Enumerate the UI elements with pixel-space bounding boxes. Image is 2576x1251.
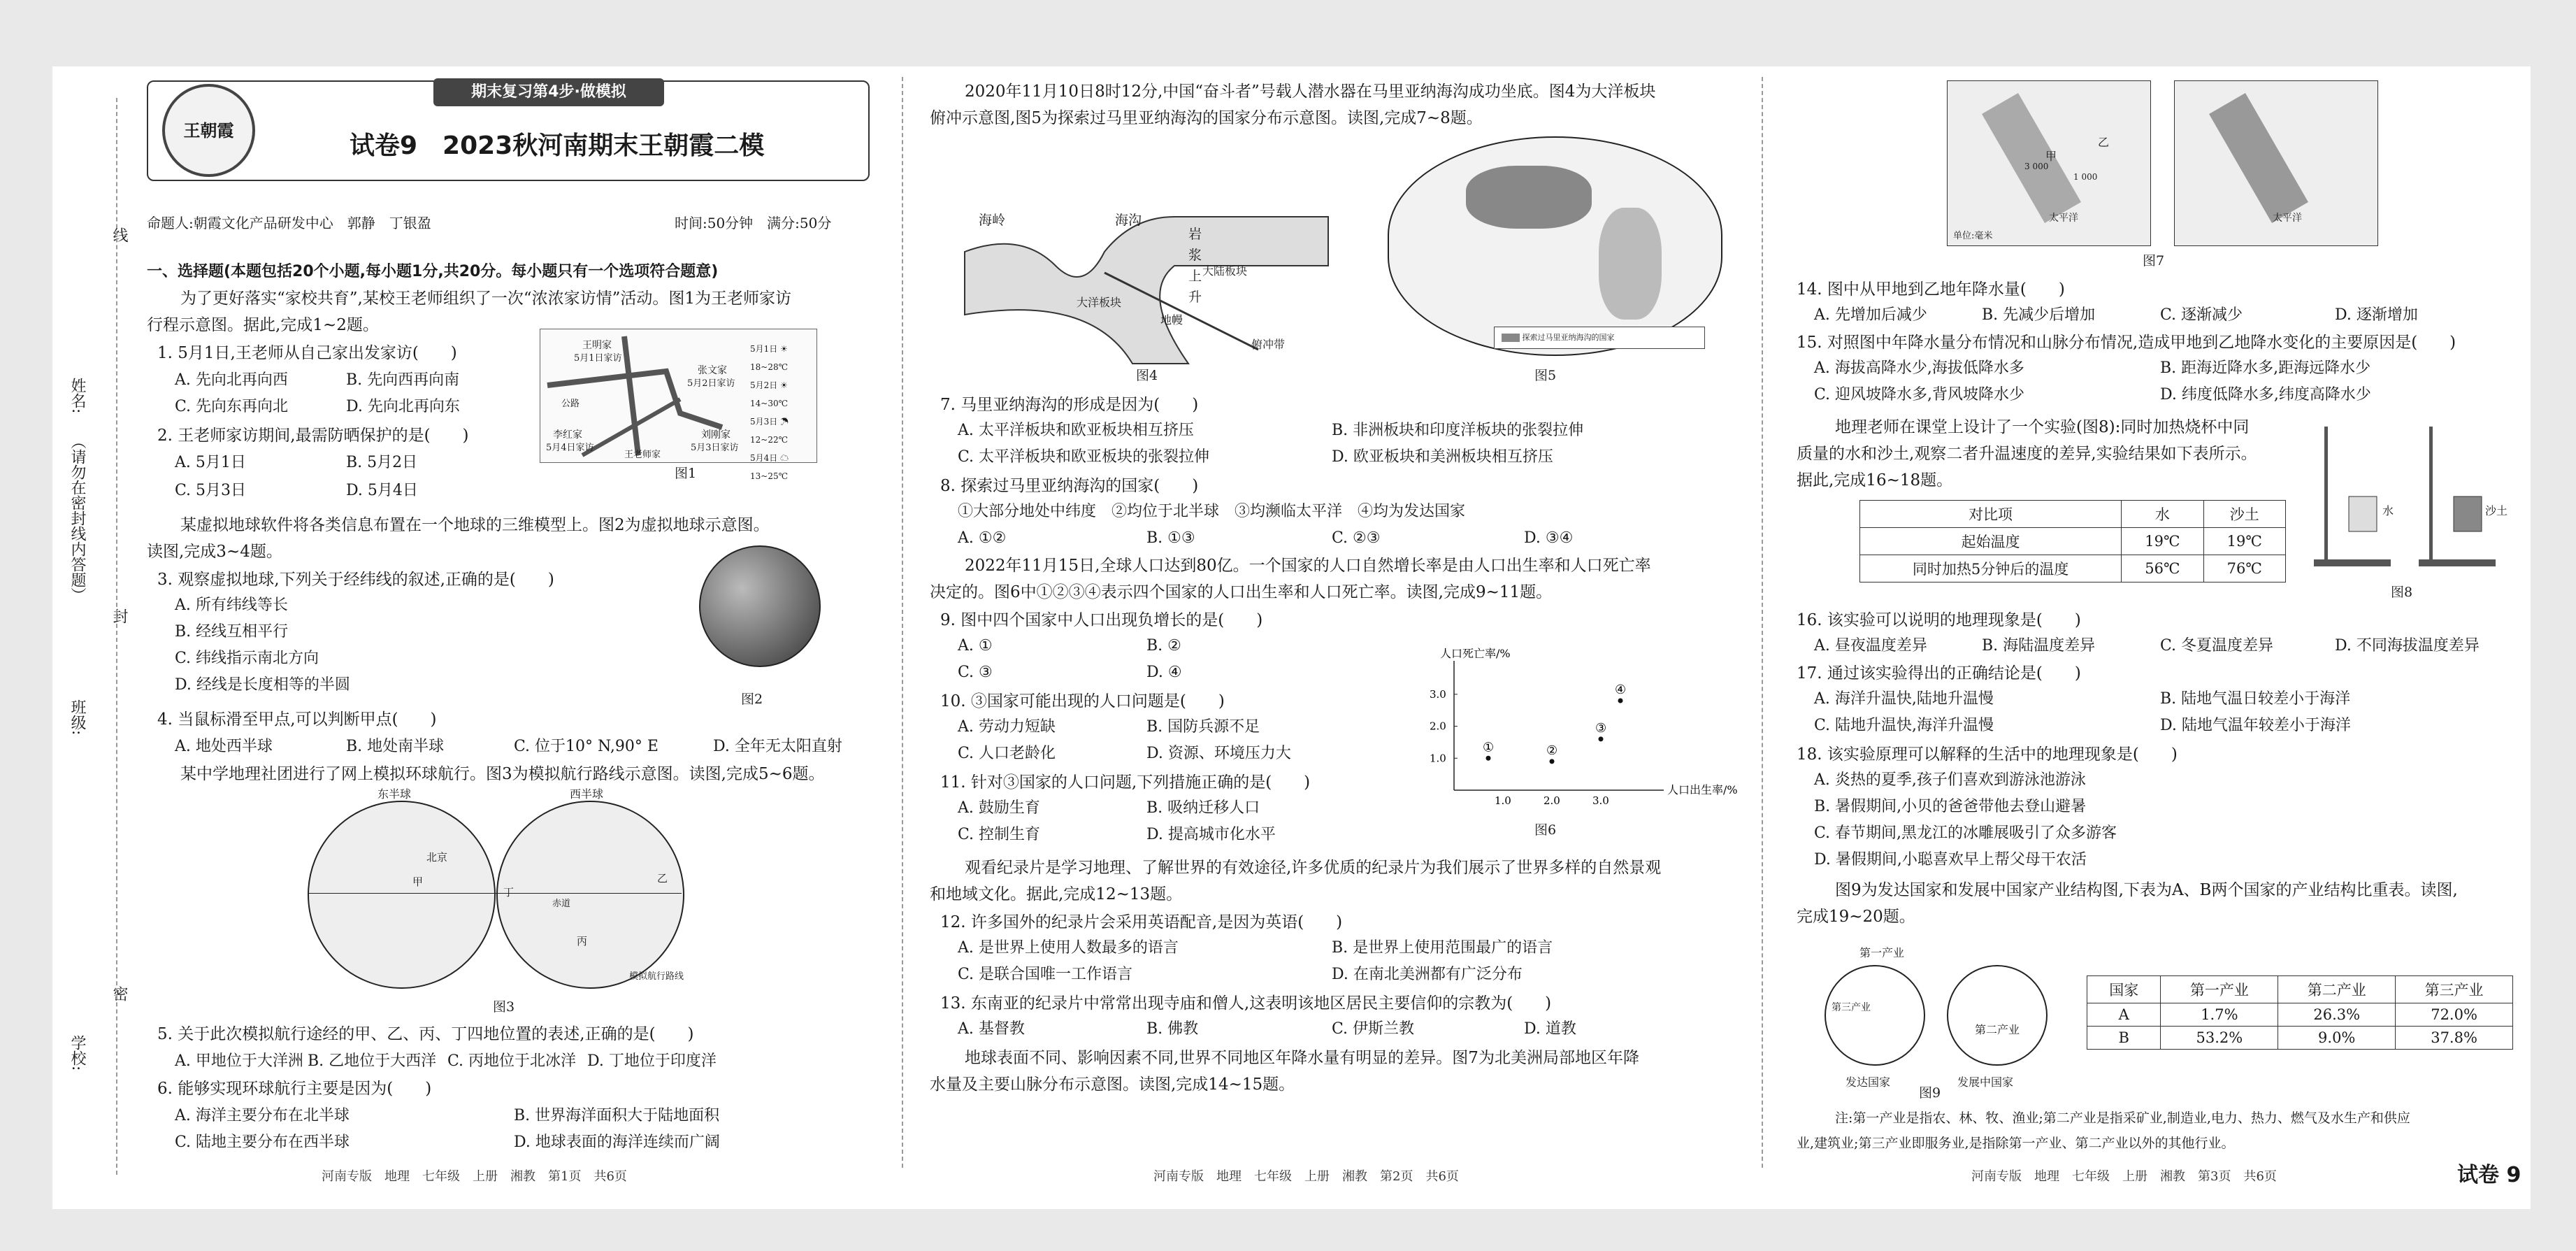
rain-icon: ☂	[780, 417, 789, 427]
table-cell: 26.3%	[2278, 1003, 2396, 1027]
q5-option-b[interactable]: B. 乙地位于大西洋	[308, 1052, 437, 1070]
fig9-label-tertiary: 第三产业	[1832, 1002, 1871, 1013]
q12-option-d[interactable]: D. 在南北美洲都有广泛分布	[1332, 966, 1523, 983]
q1-option-c[interactable]: C. 先向东再向北	[175, 398, 289, 415]
mountain-band	[1982, 93, 2081, 223]
q4-option-c[interactable]: C. 位于10° N,90° E	[514, 738, 659, 755]
fig4-magma: 浆	[1188, 248, 1202, 263]
q6-option-c[interactable]: C. 陆地主要分布在西半球	[175, 1134, 350, 1151]
figure-2-caption: 图2	[741, 692, 763, 707]
fig3-beijing: 北京	[426, 851, 448, 864]
q15-option-c[interactable]: C. 迎风坡降水多,背风坡降水少	[1814, 386, 2025, 403]
column-divider-2	[1762, 77, 1763, 1168]
q16-option-b[interactable]: B. 海陆温度差异	[1982, 637, 2096, 655]
q7-option-b[interactable]: B. 非洲板块和印度洋板块的张裂拉伸	[1332, 422, 1584, 439]
table-cell: 1.7%	[2161, 1003, 2278, 1027]
q17-option-a[interactable]: A. 海洋升温快,陆地升温慢	[1814, 690, 1994, 708]
fig7-3000: 3 000	[2024, 162, 2049, 171]
question-9: 9. 图中四个国家中人口出现负增长的是( )	[940, 611, 1263, 629]
q5-option-a[interactable]: A. 甲地位于大洋洲	[175, 1052, 303, 1070]
data-point-label: ④	[1615, 682, 1627, 697]
q3-option-a[interactable]: A. 所有纬线等长	[175, 596, 288, 614]
intro-1b: 行程示意图。据此,完成1~2题。	[147, 316, 379, 334]
question-17: 17. 通过该实验得出的正确结论是( )	[1797, 664, 2081, 682]
q15-option-a[interactable]: A. 海拔高降水少,海拔低降水多	[1814, 359, 2024, 377]
fig4-oceanic: 大洋板块	[1077, 296, 1122, 309]
table-header: 第二产业	[2278, 976, 2396, 1003]
footer-page-1: 河南专版 地理 七年级 上册 湘教 第1页 共6页	[322, 1169, 627, 1184]
fig4-rock: 岩	[1188, 227, 1202, 242]
intro-2: 某虚拟地球软件将各类信息布置在一个地球的三维模型上。图2为虚拟地球示意图。	[180, 516, 770, 534]
fig7-unit: 单位:毫米	[1953, 231, 1993, 241]
figure-4-caption: 图4	[1136, 368, 1158, 383]
authors: 命题人:朝霞文化产品研发中心 郭静 丁银盈	[147, 215, 431, 231]
q8-option-b[interactable]: B. ①③	[1146, 529, 1195, 547]
q13-option-b[interactable]: B. 佛教	[1146, 1020, 1199, 1038]
q9-option-d[interactable]: D. ④	[1146, 664, 1182, 681]
fig1-label-wangming: 王明家	[582, 340, 612, 351]
q12-option-a[interactable]: A. 是世界上使用人数最多的语言	[958, 939, 1179, 957]
q17-option-d[interactable]: D. 陆地气温年较差小于海洋	[2160, 717, 2351, 734]
figure-9-pies	[1818, 937, 2083, 1098]
q10-option-b[interactable]: B. 国防兵源不足	[1146, 718, 1260, 736]
q18-option-d[interactable]: D. 暑假期间,小聪喜欢早上帮父母干农活	[1814, 851, 2087, 868]
fig1-label-lihong: 李红家	[553, 429, 582, 441]
page-frame-bottom	[0, 1209, 2576, 1251]
industry-table	[2087, 975, 2513, 1050]
column-divider-1	[902, 77, 903, 1168]
q15-option-b[interactable]: B. 距海近降水多,距海远降水少	[2160, 359, 2371, 377]
q2-option-a[interactable]: A. 5月1日	[175, 454, 246, 471]
q6-option-d[interactable]: D. 地球表面的海洋连续而广阔	[514, 1134, 720, 1151]
q13-option-d[interactable]: D. 道教	[1524, 1020, 1576, 1038]
question-5: 5. 关于此次模拟航行途经的甲、乙、丙、丁四地位置的表述,正确的是( )	[157, 1025, 694, 1043]
c3-intro-2b: 完成19~20题。	[1797, 908, 1915, 926]
footer-page-2: 河南专版 地理 七年级 上册 湘教 第2页 共6页	[1153, 1169, 1459, 1184]
q14-option-c[interactable]: C. 逐渐减少	[2160, 306, 2243, 324]
table-header: 国家	[2087, 976, 2161, 1003]
school-field-label: 学校:	[69, 1035, 86, 1071]
figure-7-map-left	[1947, 80, 2151, 246]
q10-option-d[interactable]: D. 资源、环境压力大	[1146, 745, 1291, 762]
c2-intro-3b: 和地域文化。据此,完成12~13题。	[930, 885, 1183, 903]
fig3-equator: 赤道	[552, 899, 571, 909]
figure-8-caption: 图8	[2391, 585, 2413, 600]
mountain-band	[2209, 93, 2308, 223]
q4-option-a[interactable]: A. 地处西半球	[175, 738, 273, 755]
table-cell: B	[2087, 1027, 2161, 1050]
data-point	[1618, 699, 1623, 703]
q4-option-b[interactable]: B. 地处南半球	[346, 738, 445, 755]
question-4: 4. 当鼠标滑至甲点,可以判断甲点( )	[157, 710, 437, 729]
question-11: 11. 针对③国家的人口问题,下列措施正确的是( )	[940, 773, 1311, 792]
fig7-jia: 甲	[2045, 150, 2057, 163]
intro-3: 某中学地理社团进行了网上模拟环球航行。图3为模拟航行路线示意图。读图,完成5~6题。	[180, 765, 825, 783]
brand-logo: 王朝霞	[162, 84, 255, 177]
fig4-trench: 海沟	[1115, 213, 1142, 228]
q11-option-b[interactable]: B. 吸纳迁移人口	[1146, 799, 1260, 817]
q2-option-d[interactable]: D. 5月4日	[346, 482, 418, 499]
data-point	[1486, 756, 1491, 761]
y-tick-label: 2.0	[1430, 720, 1446, 733]
figure-5-caption: 图5	[1534, 368, 1557, 383]
seal-seal-mark: 封	[110, 608, 128, 624]
fig3-yi: 乙	[657, 872, 668, 885]
fig3-jia: 甲	[412, 875, 424, 888]
fig1-label-lihong-date: 5月4日家访	[546, 443, 594, 453]
y-tick-label: 3.0	[1430, 687, 1446, 701]
table-cell: 起始温度	[1860, 528, 2122, 555]
table-cell: 9.0%	[2278, 1027, 2396, 1050]
q1-option-b[interactable]: B. 先向西再向南	[346, 371, 460, 389]
question-2: 2. 王老师家访期间,最需防晒保护的是( )	[157, 427, 469, 445]
q1-option-d[interactable]: D. 先向北再向东	[346, 398, 460, 415]
figure-7-caption: 图7	[2143, 253, 2165, 269]
x-tick-label: 1.0	[1495, 794, 1511, 807]
fig3-west-label: 西半球	[570, 787, 604, 801]
q10-option-c[interactable]: C. 人口老龄化	[958, 745, 1056, 762]
table-cell: 同时加热5分钟后的温度	[1860, 555, 2122, 582]
fig1-label-liugang: 刘刚家	[701, 429, 731, 441]
x-tick-label: 2.0	[1544, 794, 1560, 807]
q8-option-d[interactable]: D. ③④	[1524, 529, 1574, 547]
q12-option-b[interactable]: B. 是世界上使用范围最广的语言	[1332, 939, 1553, 957]
industry-note-2: 业,建筑业;第三产业即服务业,是指除第一产业、第二产业以外的其他行业。	[1797, 1136, 2235, 1151]
table-cell: 76℃	[2203, 555, 2285, 582]
q7-option-c[interactable]: C. 太平洋板块和欧亚板块的张裂拉伸	[958, 448, 1210, 466]
table-header: 第一产业	[2161, 976, 2278, 1003]
question-10: 10. ③国家可能出现的人口问题是( )	[940, 692, 1225, 710]
page-frame-left	[0, 0, 52, 1251]
fig3-bing: 丙	[577, 935, 588, 948]
q3-option-b[interactable]: B. 经线互相平行	[175, 623, 289, 641]
paper-title: 试卷9 2023秋河南期末王朝霞二模	[350, 131, 765, 160]
figure-3-caption: 图3	[493, 999, 515, 1015]
c2-intro-1b: 俯冲示意图,图5为探索过马里亚纳海沟的国家分布示意图。读图,完成7~8题。	[930, 109, 1483, 127]
fig1-label-liugang-date: 5月3日家访	[691, 443, 739, 453]
figure-6-caption: 图6	[1534, 822, 1557, 838]
fig4-rise: 升	[1188, 289, 1202, 305]
fig7-pacific-left: 太平洋	[2049, 213, 2078, 224]
fig3-legend: 模拟航行路线	[629, 971, 684, 982]
fig9-developing-label: 发展中国家	[1957, 1075, 2014, 1089]
q5-option-c[interactable]: C. 丙地位于北冰洋	[447, 1052, 577, 1070]
c2-intro-4: 地球表面不同、影响因素不同,世界不同地区年降水量有明显的差异。图7为北美洲局部地区年降	[965, 1049, 1639, 1067]
fig1-label-wangming-date: 5月1日家访	[574, 353, 622, 364]
data-point-label: ③	[1595, 720, 1607, 736]
ribbon-label: 期末复习第4步·做模拟	[433, 78, 664, 106]
intro-2b: 读图,完成3~4题。	[147, 543, 282, 561]
q15-option-d[interactable]: D. 纬度低降水多,纬度高降水少	[2160, 386, 2371, 403]
q16-option-a[interactable]: A. 昼夜温度差异	[1814, 637, 1927, 655]
fig3-east-label: 东半球	[377, 787, 412, 801]
figure-9-caption: 图9	[1919, 1085, 1941, 1101]
figure-1-caption: 图1	[675, 466, 697, 481]
fig9-primary-top: 第一产业	[1859, 946, 1905, 959]
map-legend-box: 探索过马里亚纳海沟的国家	[1494, 327, 1705, 349]
table-cell: 37.8%	[2396, 1027, 2513, 1050]
q13-option-c[interactable]: C. 伊斯兰教	[1332, 1020, 1415, 1038]
figure-4-subduction	[965, 189, 1328, 364]
no-answer-note: （请勿在密封线内答题）	[69, 434, 86, 603]
q10-option-a[interactable]: A. 劳动力短缺	[958, 718, 1056, 736]
c3-intro-1b: 质量的水和沙土,观察二者升温速度的差异,实验结果如下表所示。	[1797, 445, 2257, 463]
q8-option-a[interactable]: A. ①②	[958, 529, 1007, 547]
q11-option-c[interactable]: C. 控制生育	[958, 826, 1041, 843]
fig4-up: 上	[1188, 269, 1202, 284]
q2-option-c[interactable]: C. 5月3日	[175, 482, 247, 499]
c2-intro-3: 观看纪录片是学习地理、了解世界的有效途径,许多优质的纪录片为我们展示了世界多样的自然景观	[965, 859, 1662, 877]
figure-3-hemispheres	[301, 787, 720, 989]
figure-8-apparatus	[2307, 413, 2510, 573]
q17-option-c[interactable]: C. 陆地升温快,海洋升温慢	[1814, 717, 1994, 734]
q12-option-c[interactable]: C. 是联合国唯一工作语言	[958, 966, 1133, 983]
footer-page-3: 河南专版 地理 七年级 上册 湘教 第3页 共6页	[1971, 1169, 2277, 1184]
fig9-label-secondary: 第二产业	[1975, 1023, 2020, 1036]
data-point-label: ②	[1546, 743, 1558, 758]
table-cell: 72.0%	[2396, 1003, 2513, 1027]
question-12: 12. 许多国外的纪录片会采用英语配音,是因为英语( )	[940, 913, 1343, 931]
q3-option-c[interactable]: C. 纬线指示南北方向	[175, 650, 319, 667]
table-cell: 56℃	[2122, 555, 2203, 582]
industry-note: 注:第一产业是指农、林、牧、渔业;第二产业是指采矿业,制造业,电力、热力、燃气及水生产和供应	[1835, 1110, 2410, 1126]
q17-option-b[interactable]: B. 陆地气温日较差小于海洋	[2160, 690, 2351, 708]
fig1-label-road: 公路	[561, 399, 580, 409]
q18-option-a[interactable]: A. 炎热的夏季,孩子们喜欢到游泳池游泳	[1814, 771, 2086, 789]
name-field-label: 姓名:	[69, 378, 86, 414]
q2-option-b[interactable]: B. 5月2日	[346, 454, 418, 471]
seal-line-mark: 线	[110, 227, 128, 243]
c3-intro-1c: 据此,完成16~18题。	[1797, 471, 1953, 489]
x-axis-label: 人口出生率/%	[1667, 783, 1738, 796]
q16-option-d[interactable]: D. 不同海拔温度差异	[2335, 637, 2480, 655]
fig4-subduction: 俯冲带	[1251, 338, 1286, 351]
q8-option-c[interactable]: C. ②③	[1332, 529, 1381, 547]
pie-developed	[1825, 965, 1925, 1066]
c2-intro-1: 2020年11月10日8时12分,中国“奋斗者”号载人潜水器在马里亚纳海沟成功坐底。图4为大洋板块	[965, 83, 1656, 101]
table-cell: 19℃	[2122, 528, 2203, 555]
question-13: 13. 东南亚的纪录片中常常出现寺庙和僧人,这表明该地区居民主要信仰的宗教为( )	[940, 994, 1552, 1013]
paper-number: 试卷 9	[2457, 1163, 2521, 1187]
question-16: 16. 该实验可以说明的地理现象是( )	[1797, 611, 2081, 629]
table-header: 对比项	[1860, 501, 2122, 528]
equator-line	[308, 893, 682, 894]
question-1: 1. 5月1日,王老师从自己家出发家访( )	[157, 344, 457, 362]
cloud-icon: ☁	[780, 453, 789, 463]
sun-icon: ☀	[780, 344, 788, 354]
fig7-pacific-right: 太平洋	[2273, 213, 2302, 224]
table-header: 水	[2122, 501, 2203, 528]
c2-intro-4b: 水量及主要山脉分布示意图。读图,完成14~15题。	[930, 1075, 1295, 1094]
x-tick-label: 3.0	[1592, 794, 1609, 807]
table-cell: 53.2%	[2161, 1027, 2278, 1050]
fig8-sand-label: 沙土	[2485, 504, 2508, 517]
west-hemisphere	[496, 801, 684, 989]
fig1-label-zhangwen-date: 5月2日家访	[687, 378, 735, 389]
question-7: 7. 马里亚纳海沟的形成是因为( )	[940, 396, 1199, 414]
fig7-1000: 1 000	[2073, 172, 2098, 182]
q6-option-b[interactable]: B. 世界海洋面积大于陆地面积	[514, 1107, 720, 1124]
q1-option-a[interactable]: A. 先向北再向西	[175, 371, 288, 389]
fig7-yi: 乙	[2098, 136, 2110, 149]
question-14: 14. 图中从甲地到乙地年降水量( )	[1797, 280, 2065, 299]
table-cell: A	[2087, 1003, 2161, 1027]
q6-option-a[interactable]: A. 海洋主要分布在北半球	[175, 1107, 350, 1124]
fig4-continental: 大陆板块	[1202, 264, 1248, 278]
table-cell: 19℃	[2203, 528, 2285, 555]
question-18: 18. 该实验原理可以解释的生活中的地理现象是( )	[1797, 745, 2178, 764]
q14-option-d[interactable]: D. 逐渐增加	[2335, 306, 2418, 324]
q7-option-a[interactable]: A. 太平洋板块和欧亚板块相互挤压	[958, 422, 1194, 439]
question-6: 6. 能够实现环球航行主要是因为( )	[157, 1080, 432, 1098]
figure-5-world-map	[1388, 136, 1722, 356]
figure-2-globe	[699, 545, 821, 667]
q7-option-d[interactable]: D. 欧亚板块和美洲板块相互挤压	[1332, 448, 1553, 466]
q11-option-a[interactable]: A. 鼓励生育	[958, 799, 1040, 817]
q18-option-c[interactable]: C. 春节期间,黑龙江的冰雕展吸引了众多游客	[1814, 824, 2117, 842]
data-point-label: ①	[1483, 740, 1495, 755]
question-15: 15. 对照图中年降水量分布情况和山脉分布情况,造成甲地到乙地降水变化的主要原因是( )	[1797, 334, 2456, 352]
fig1-weather-legend: 5月1日 ☀ 18~28℃ 5月2日 ☀ 14~30℃ 5月3日 ☂ 12~22℃ 5月4日 ☁ 13~25℃	[750, 344, 789, 481]
class-field-label: 班级:	[69, 699, 86, 736]
pie-developing	[1947, 965, 2048, 1066]
intro-1: 为了更好落实“家校共育”,某校王老师组织了一次“浓浓家访情”活动。图1为王老师家访	[180, 289, 791, 308]
q9-option-b[interactable]: B. ②	[1146, 637, 1181, 655]
q18-option-b[interactable]: B. 暑假期间,小贝的爸爸带他去登山避暑	[1814, 798, 2087, 815]
fig1-label-zhangwen: 张文家	[698, 365, 727, 376]
seal-dashed-line	[116, 98, 117, 1175]
table-header: 第三产业	[2396, 976, 2513, 1003]
fig8-water-label: 水	[2382, 504, 2394, 517]
fig1-label-teacher-home: 王老师家	[624, 450, 661, 460]
y-axis-label: 人口死亡率/%	[1440, 647, 1511, 660]
q4-option-d[interactable]: D. 全年无太阳直射	[713, 738, 842, 755]
section-heading: 一、选择题(本题包括20个小题,每小题1分,共20分。每小题只有一个选项符合题意)	[147, 263, 719, 280]
q5-option-d[interactable]: D. 丁地位于印度洋	[587, 1052, 717, 1070]
data-point	[1550, 759, 1555, 764]
c2-intro-2: 2022年11月15日,全球人口达到80亿。一个国家的人口自然增长率是由人口出生率和人口死亡率	[965, 557, 1651, 575]
fig9-developed-label: 发达国家	[1845, 1075, 1891, 1089]
east-hemisphere	[308, 801, 496, 989]
data-point	[1599, 736, 1604, 741]
fig4-mantle: 地幔	[1160, 313, 1183, 327]
experiment-table	[1859, 500, 2286, 582]
sun-icon: ☀	[780, 380, 788, 390]
page-frame-top	[0, 0, 2576, 66]
question-8: 8. 探索过马里亚纳海沟的国家( )	[940, 477, 1199, 495]
c3-intro-1: 地理老师在课堂上设计了一个实验(图8):同时加热烧杯中同	[1835, 418, 2250, 436]
table-header: 沙土	[2203, 501, 2285, 528]
figure-6-population-chart	[1391, 647, 1738, 818]
q8-statements: ①大部分地处中纬度 ②均位于北半球 ③均濒临太平洋 ④均为发达国家	[958, 503, 1466, 520]
q13-option-a[interactable]: A. 基督教	[958, 1020, 1025, 1038]
y-tick-label: 1.0	[1430, 752, 1446, 765]
fig3-ding: 丁	[503, 886, 515, 899]
q14-option-a[interactable]: A. 先增加后减少	[1814, 306, 1927, 324]
q14-option-b[interactable]: B. 先减少后增加	[1982, 306, 2096, 324]
seal-secret-mark: 密	[110, 986, 128, 1001]
q3-option-d[interactable]: D. 经线是长度相等的半圆	[175, 676, 350, 694]
time-info: 时间:50分钟 满分:50分	[675, 215, 832, 231]
legend-swatch	[1502, 334, 1520, 342]
q16-option-c[interactable]: C. 冬夏温度差异	[2160, 637, 2274, 655]
q11-option-d[interactable]: D. 提高城市化水平	[1146, 826, 1276, 843]
figure-7-map-right	[2174, 80, 2378, 246]
fig4-ridge: 海岭	[979, 213, 1006, 228]
page-frame-right	[2531, 0, 2576, 1251]
map-landmass-eurasia	[1466, 166, 1592, 229]
c2-intro-2b: 决定的。图6中①②③④表示四个国家的人口出生率和人口死亡率。读图,完成9~11题。	[930, 583, 1553, 601]
q9-option-a[interactable]: A. ①	[958, 637, 993, 655]
question-3: 3. 观察虚拟地球,下列关于经纬线的叙述,正确的是( )	[157, 571, 554, 589]
map-landmass-america	[1599, 208, 1662, 320]
c3-intro-2: 图9为发达国家和发展中国家产业结构图,下表为A、B两个国家的产业结构比重表。读图,	[1835, 881, 2458, 899]
q9-option-c[interactable]: C. ③	[958, 664, 993, 681]
